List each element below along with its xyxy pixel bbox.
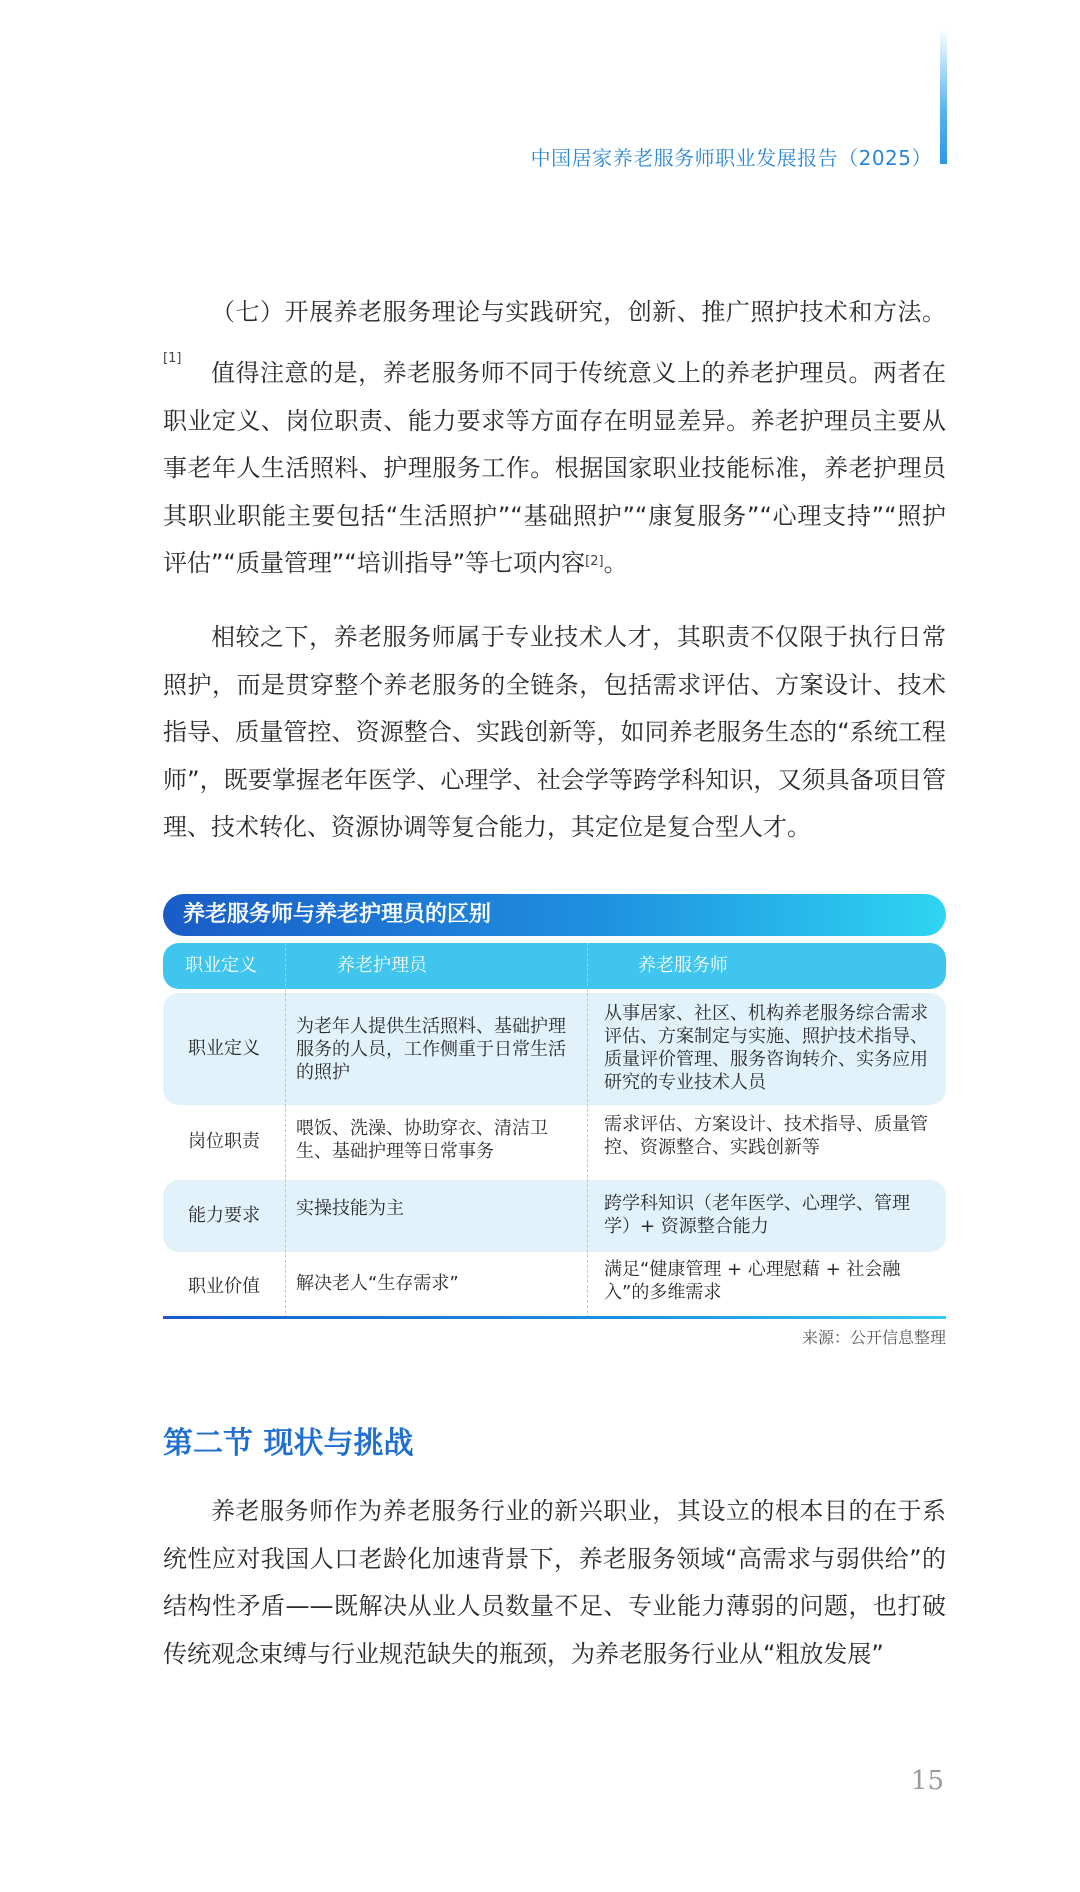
table-bottom-rule — [163, 1316, 946, 1319]
paragraph-tail: 。 — [603, 549, 628, 577]
row-label: 能力要求 — [188, 1205, 260, 1226]
table-column-divider — [587, 943, 588, 1318]
table-row — [163, 1253, 946, 1315]
row-label: 岗位职责 — [188, 1131, 260, 1152]
footnote-ref[interactable]: [1] — [163, 350, 182, 366]
table-header-caregiver: 养老护理员 — [337, 955, 427, 976]
table-row — [163, 993, 946, 1105]
caregiver-cell: 喂饭、洗澡、协助穿衣、清洁卫生、基础护理等日常事务 — [296, 1118, 548, 1162]
report-header-title: 中国居家养老服务师职业发展报告（2025） — [530, 146, 932, 170]
footnote-ref[interactable]: [2] — [585, 554, 604, 569]
service-cell: 需求评估、方案设计、技术指导、质量管控、资源整合、实践创新等 — [604, 1114, 928, 1158]
caregiver-cell: 实操技能为主 — [296, 1198, 404, 1219]
paragraph-text: 养老服务师作为养老服务行业的新兴职业，其设立的根本目的在于系统性应对我国人口老龄化加速背景下，养老服务领域“高需求与弱供给”的结构性矛盾——既解决从业人员数量不足、专业能力薄弱的问题，也打破传统观念束缚与行业规范缺失的瓶颈，为养老服务行业从“粗放发展” — [163, 1497, 946, 1668]
section-heading: 第二节 现状与挑战 — [163, 1426, 414, 1461]
table-row — [163, 1180, 946, 1252]
table-source-note: 来源：公开信息整理 — [801, 1328, 946, 1347]
table-row — [163, 1108, 946, 1175]
paragraph-comparison — [163, 350, 946, 588]
service-cell: 从事居家、社区、机构养老服务综合需求评估、方案制定与实施、照护技术指导、质量评价管理、服务咨询转介、实务应用研究的专业技术人员 — [604, 1003, 928, 1093]
paragraph-text: 相较之下，养老服务师属于专业技术人才，其职责不仅限于执行日常照护，而是贯穿整个养老服务的全链条，包括需求评估、方案设计、技术指导、质量管控、资源整合、实践创新等，如同养老服务生态的“系统工程师”，既要掌握老年医学、心理学、社会学等跨学科知识，又须具备项目管理、技术转化、资源协调等复合能力，其定位是复合型人才。 — [163, 623, 946, 841]
paragraph-section-intro — [163, 1488, 946, 1678]
table-header-row — [163, 943, 946, 989]
table-column-divider — [285, 943, 286, 1318]
table-header-service: 养老服务师 — [638, 955, 728, 976]
caregiver-cell: 为老年人提供生活照料、基础护理服务的人员，工作侧重于日常生活的照护 — [296, 1016, 566, 1083]
paragraph-text: 值得注意的是，养老服务师不同于传统意义上的养老护理员。两者在职业定义、岗位职责、能力要求等方面存在明显差异。养老护理员主要从事老年人生活照料、护理服务工作。根据国家职业技能标准，养老护理员其职业职能主要包括“生活照护”“基础照护”“康复服务”“心理支持”“照护评估”“质量管理”“培训指导”等七项内容 — [163, 359, 946, 577]
row-label: 职业定义 — [188, 1038, 260, 1059]
paragraph-contrast — [163, 614, 946, 852]
caregiver-cell: 解决老人“生存需求” — [296, 1273, 459, 1294]
table-header-col1: 职业定义 — [185, 955, 257, 976]
row-label: 职业价值 — [188, 1276, 260, 1297]
page-number: 15 — [910, 1766, 944, 1796]
service-cell: 跨学科知识（老年医学、心理学、管理学）+ 资源整合能力 — [604, 1193, 910, 1237]
paragraph-text: （七）开展养老服务理论与实践研究，创新、推广照护技术和方法。 — [211, 298, 946, 326]
service-cell: 满足“健康管理 + 心理慰藉 + 社会融入”的多维需求 — [604, 1259, 901, 1303]
header-accent-bar — [940, 28, 947, 164]
table-title: 养老服务师与养老护理员的区别 — [163, 894, 946, 936]
